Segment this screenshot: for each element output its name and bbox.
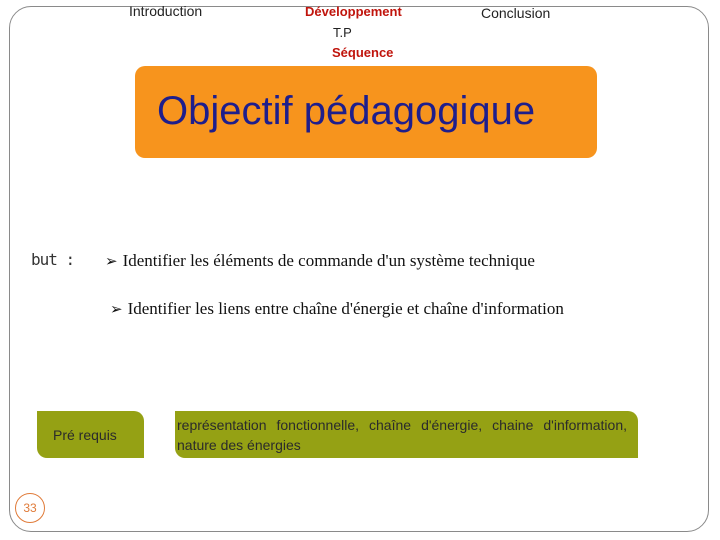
objective-text: Identifier les liens entre chaîne d'énergie et chaîne d'information xyxy=(127,299,564,318)
prerequis-text: représentation fonctionnelle, chaîne d'énergie, chaine d'information, nature des énergies xyxy=(177,417,627,453)
nav-introduction-link[interactable]: Introduction xyxy=(129,3,203,19)
nav-tp-link[interactable]: T.P xyxy=(333,25,352,40)
objective-item xyxy=(105,251,535,271)
objective-item xyxy=(110,299,564,319)
page-title: Objectif pédagogique xyxy=(157,89,536,133)
but-label: but : xyxy=(31,250,75,269)
page-number-badge xyxy=(15,493,45,523)
page-number: 33 xyxy=(23,501,37,515)
arrow-bullet-icon: ➢ xyxy=(105,254,118,270)
objective-text: Identifier les éléments de commande d'un système technique xyxy=(122,251,535,270)
nav-developpement-link[interactable]: Développement xyxy=(305,4,402,19)
arrow-bullet-icon: ➢ xyxy=(110,302,123,318)
nav-sequence-link[interactable]: Séquence xyxy=(332,45,394,60)
prerequis-label: Pré requis xyxy=(53,427,117,443)
nav-conclusion-link[interactable]: Conclusion xyxy=(481,5,551,21)
